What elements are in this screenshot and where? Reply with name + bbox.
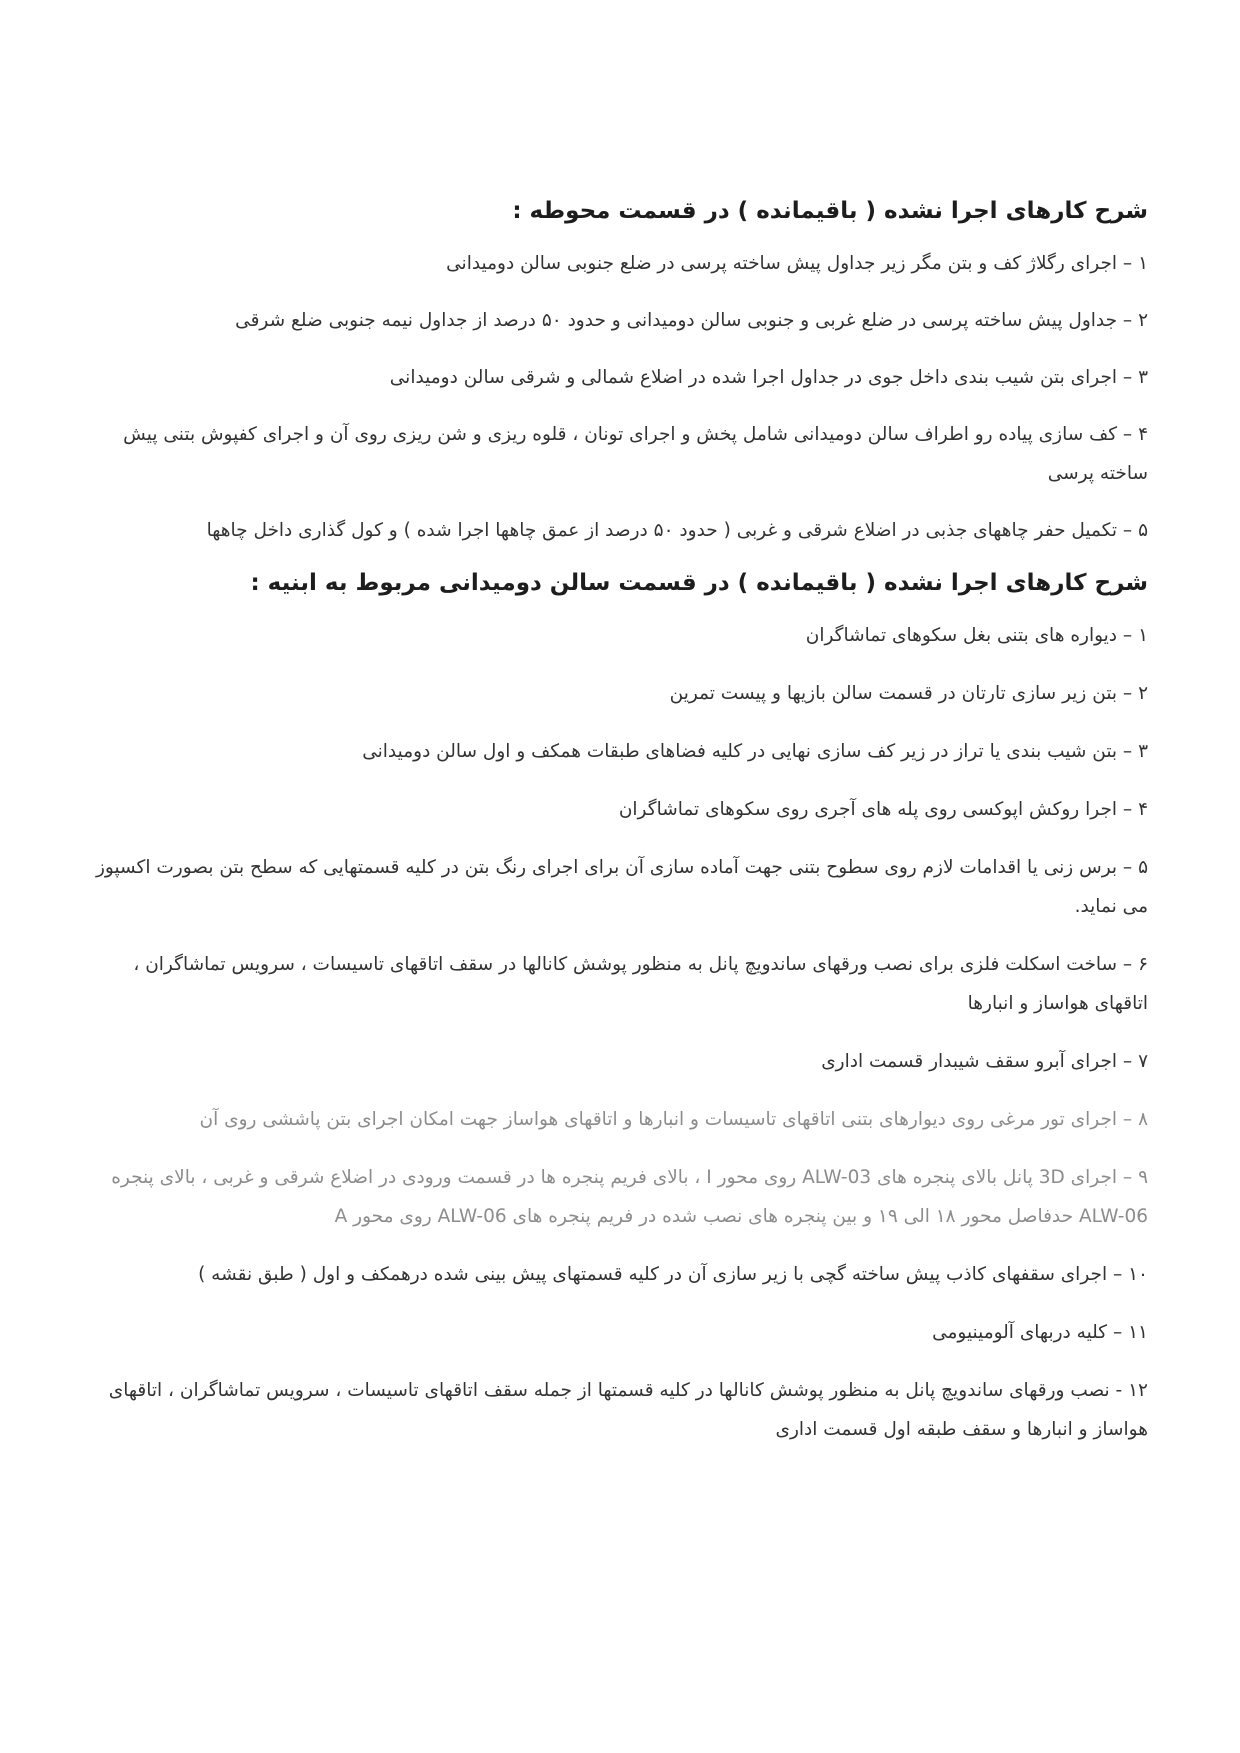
list-item: ۴ – اجرا روکش اپوکسی روی پله های آجری روی سکوهای تماشاگران [618,799,1148,820]
list-item: ۵ – برس زنی یا اقدامات لازم روی سطوح بتنی جهت آماده سازی آن برای اجرای رنگ بتن در کلیه قسمتهایی که سطح بتن بصورت اکسپوز می نماید. [95,857,1148,917]
list-item: ۷ – اجرای آبرو سقف شیبدار قسمت اداری [821,1051,1148,1072]
list-item: ۱۲ - نصب ورقهای ساندویچ پانل به منظور پوشش کانالها در کلیه قسمتها از جمله سقف اتاقهای تاسیسات ، سرویس تماشاگران ، اتاقهای هواساز و انبارها و سقف طبقه اول قسمت اداری [108,1380,1148,1440]
list-item: ۶ – ساخت اسکلت فلزی برای نصب ورقهای ساندویچ پانل به منظور پوشش کانالها در سقف اتاقهای تاسیسات ، سرویس تماشاگران ، اتاقهای هواساز و انبارها [133,954,1148,1014]
section-heading-building-works: شرح کارهای اجرا نشده ( باقیمانده ) در قسمت سالن دومیدانی مربوط به ابنیه : [250,570,1148,596]
list-item: ۲ – بتن زیر سازی تارتان در قسمت سالن بازیها و پیست تمرین [669,683,1148,704]
site-works-list [92,244,1148,550]
building-works-list [92,616,1148,1449]
list-item: ۲ – جداول پیش ساخته پرسی در ضلع غربی و جنوبی سالن دومیدانی و حدود ۵۰ درصد از جداول نیمه جنوبی ضلع شرقی [235,310,1148,331]
list-item: ۵ – تکمیل حفر چاههای جذبی در اضلاع شرقی و غربی ( حدود ۵۰ درصد از عمق چاهها اجرا شده ) و کول گذاری داخل چاهها [206,520,1148,541]
list-item: ۱ – دیواره های بتنی بغل سکوهای تماشاگران [805,625,1148,646]
list-item: ۴ – کف سازی پیاده رو اطراف سالن دومیدانی شامل پخش و اجرای تونان ، قلوه ریزی و شن ریزی روی آن و اجرای کفپوش بتنی پیش ساخته پرسی [123,424,1148,484]
list-item: ۱۱ – کلیه دربهای آلومینیومی [932,1322,1148,1343]
section-heading-site-works: شرح کارهای اجرا نشده ( باقیمانده ) در قسمت محوطه : [512,198,1148,224]
list-item: ۳ – بتن شیب بندی یا تراز در زیر کف سازی نهایی در کلیه فضاهای طبقات همکف و اول سالن دومیدانی [362,741,1148,762]
list-item: ۸ – اجرای تور مرغی روی دیوارهای بتنی اتاقهای تاسیسات و انبارها و اتاقهای هواساز جهت امکان اجرای بتن پاششی روی آن [199,1109,1148,1130]
list-item: ۳ – اجرای بتن شیب بندی داخل جوی در جداول اجرا شده در اضلاع شمالی و شرقی سالن دومیدانی [389,367,1148,388]
list-item: ۱۰ – اجرای سقفهای کاذب پیش ساخته گچی با زیر سازی آن در کلیه قسمتهای پیش بینی شده درهمکف و اول ( طبق نقشه ) [198,1264,1148,1285]
list-item: ۹ – اجرای 3D پانل بالای پنجره های ALW-03 روی محور I ، بالای فریم پنجره ها در قسمت ورودی در اضلاع شرقی و غربی ، بالای پنجره ALW-06 حدفاصل محور ۱۸ الی ۱۹ و بین پنجره های نصب شده در فریم پنجره های ALW-06 روی محور A [111,1167,1148,1227]
list-item: ۱ – اجرای رگلاژ کف و بتن مگر زیر جداول پیش ساخته پرسی در ضلع جنوبی سالن دومیدانی [446,253,1148,274]
